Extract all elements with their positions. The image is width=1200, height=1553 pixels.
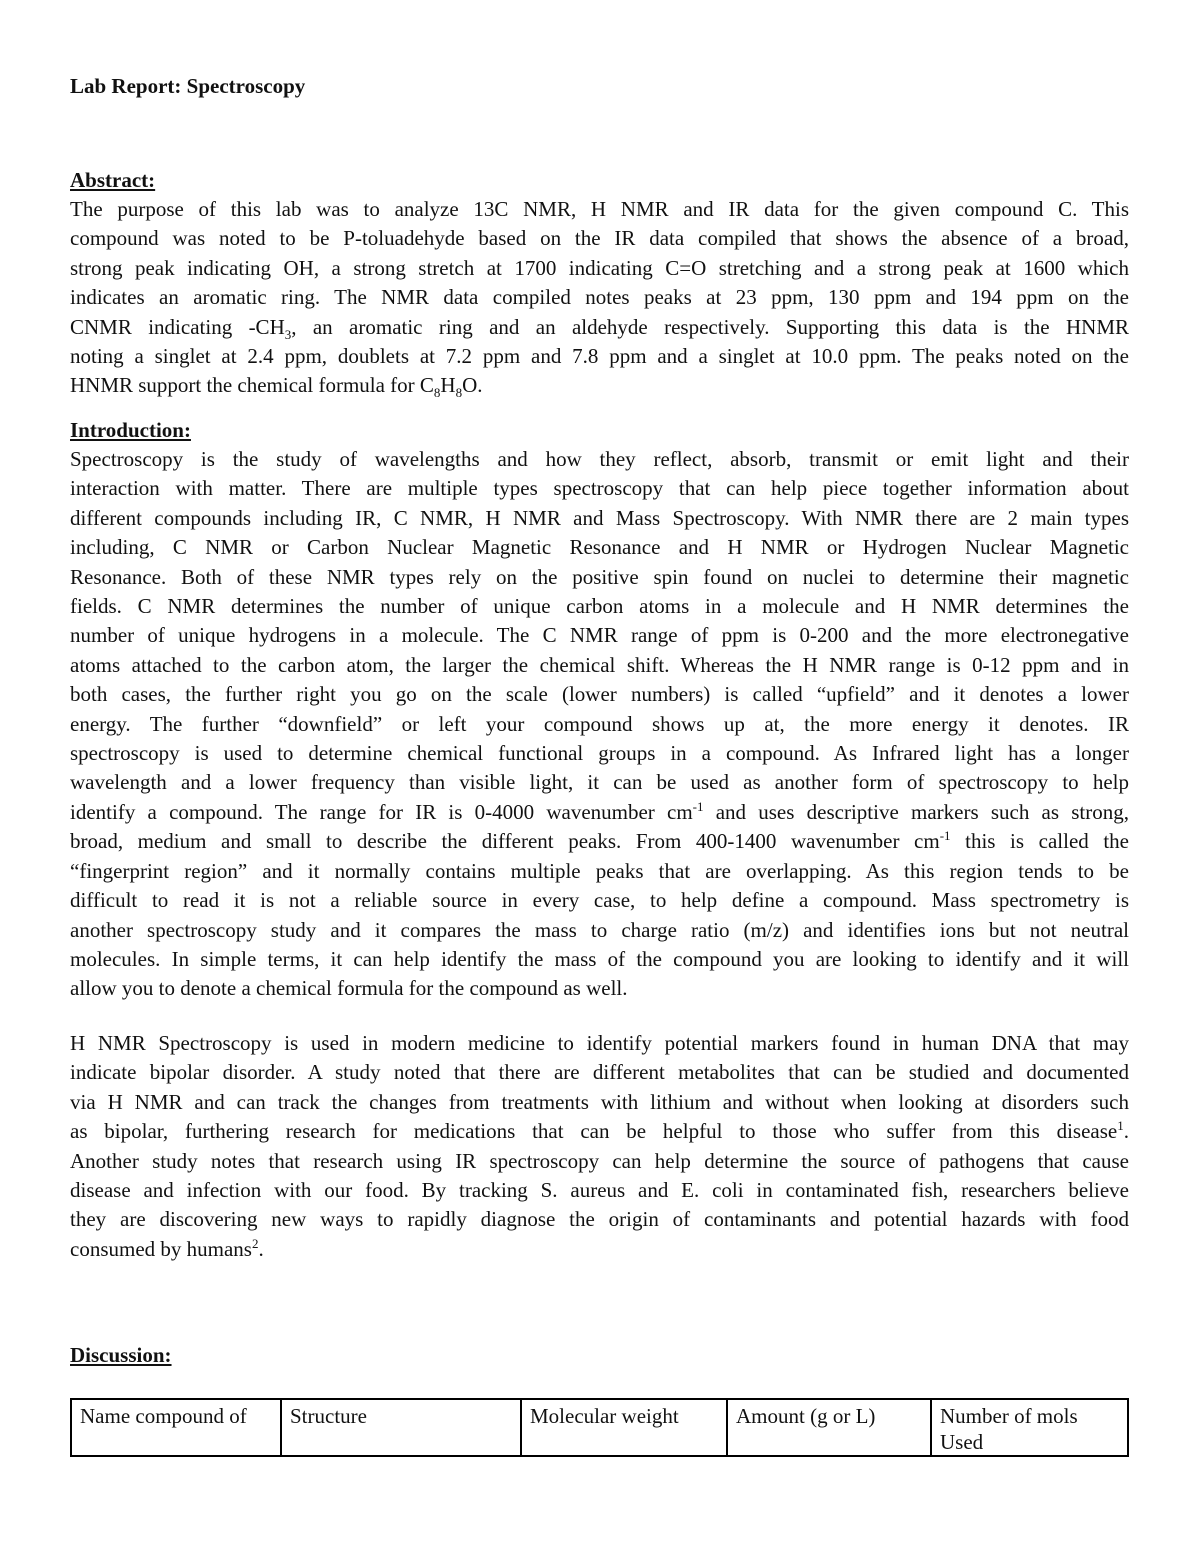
medicine-paragraph	[70, 1029, 1129, 1264]
table-header-cell: Molecular weight	[521, 1399, 727, 1456]
introduction-line: energy. The further “downfield” or left your compound shows up at, the more energy it denotes. IR	[70, 711, 1129, 736]
medicine-line: via H NMR and can track the changes from treatments with lithium and without when looking at disorders such	[70, 1089, 1129, 1114]
introduction-line: both cases, the further right you go on the scale (lower numbers) is called “upfield” and it denotes a lower	[70, 682, 1129, 707]
abstract-heading: Abstract:	[70, 168, 156, 192]
introduction-line: Resonance. Both of these NMR types rely on the positive spin found on nuclei to determine their magnetic	[70, 564, 1129, 589]
abstract-paragraph	[70, 195, 1129, 401]
medicine-line: they are discovering new ways to rapidly diagnose the origin of contaminants and potential hazards with food	[70, 1207, 1129, 1232]
medicine-line: indicate bipolar disorder. A study noted that there are different metabolites that can be studied and documented	[70, 1060, 1129, 1085]
medicine-line: Another study notes that research using IR spectroscopy can help determine the source of pathogens that cause	[70, 1148, 1129, 1173]
table-header-row	[71, 1399, 1128, 1456]
abstract-line: strong peak indicating OH, a strong stretch at 1700 indicating C=O stretching and a strong peak at 1600 which	[70, 255, 1129, 280]
report-title: Lab Report: Spectroscopy	[70, 74, 306, 98]
introduction-line: interaction with matter. There are multiple types spectroscopy that can help piece together information about	[70, 476, 1129, 501]
introduction-line: spectroscopy is used to determine chemical functional groups in a compound. As Infrared light has a longer	[70, 741, 1129, 766]
abstract-line: HNMR support the chemical formula for $C_8H_8O$.	[70, 373, 483, 401]
abstract-line: noting a singlet at 2.4 ppm, doublets at 7.2 ppm and 7.8 ppm and a singlet at 10.0 ppm. The peaks noted on the	[70, 344, 1129, 369]
introduction-line: another spectroscopy study and it compares the mass to charge ratio (m/z) and identifies ions but not neutral	[70, 917, 1129, 942]
introduction-line: fields. C NMR determines the number of unique carbon atoms in a molecule and H NMR determines the	[70, 594, 1129, 619]
reference-marker: 1	[1117, 1118, 1124, 1134]
introduction-line: including, C NMR or Carbon Nuclear Magnetic Resonance and H NMR or Hydrogen Nuclear Magnetic	[70, 535, 1129, 560]
introduction-line: difficult to read it is not a reliable source in every case, to help define a compound. Mass spectrometry is	[70, 888, 1129, 913]
abstract-line: compound was noted to be P-toluadehyde based on the IR data compiled that shows the absence of a broad,	[70, 226, 1129, 251]
abstract-line: The purpose of this lab was to analyze 13C NMR, H NMR and IR data for the given compound C. This	[70, 197, 1129, 221]
introduction-line: number of unique hydrogens in a molecule. The C NMR range of ppm is 0-200 and the more electronegative	[70, 623, 1129, 648]
introduction-paragraph	[70, 445, 1129, 1004]
introduction-line: Spectroscopy is the study of wavelengths and how they reflect, absorb, transmit or emit light and their	[70, 447, 1129, 471]
discussion-heading: Discussion:	[70, 1343, 172, 1367]
abstract-line: indicates an aromatic ring. The NMR data compiled notes peaks at 23 ppm, 130 ppm and 194 ppm on the	[70, 285, 1129, 310]
introduction-line: identify a compound. The range for IR is 0-4000 wavenumber $cm^{-1}$ and uses descriptive markers such as strong,	[70, 798, 1129, 824]
introduction-line: molecules. In simple terms, it can help identify the mass of the compound you are looking to identify and it will	[70, 946, 1129, 971]
medicine-line: H NMR Spectroscopy is used in modern medicine to identify potential markers found in human DNA that may	[70, 1031, 1129, 1055]
introduction-line: broad, medium and small to describe the different peaks. From 400-1400 wavenumber $cm^{-1}$ this is called the	[70, 828, 1129, 854]
table-header-cell: Number of mols Used	[931, 1399, 1128, 1456]
table-header-cell: Amount (g or L)	[727, 1399, 931, 1456]
introduction-line: different compounds including IR, C NMR, H NMR and Mass Spectroscopy. With NMR there are 2 main types	[70, 505, 1129, 530]
medicine-line: as bipolar, furthering research for medications that can be helpful to those who suffer from this disease$^1$.	[70, 1118, 1129, 1144]
introduction-line: atoms attached to the carbon atom, the larger the chemical shift. Whereas the H NMR range is 0-12 ppm and in	[70, 652, 1129, 677]
table-header-cell: Structure	[281, 1399, 521, 1456]
introduction-line: wavelength and a lower frequency than visible light, it can be used as another form of spectroscopy to help	[70, 770, 1129, 795]
reference-marker: 2	[251, 1235, 259, 1251]
discussion-table	[70, 1398, 1129, 1457]
medicine-line: consumed by humans$^2$.	[70, 1235, 264, 1261]
abstract-line: CNMR indicating $-CH_3$, an aromatic ring and an aldehyde respectively. Supporting this data is the HNMR	[70, 314, 1129, 342]
introduction-line: allow you to denote a chemical formula for the compound as well.	[70, 976, 628, 1001]
introduction-heading: Introduction:	[70, 418, 191, 442]
introduction-line: “fingerprint region” and it normally contains multiple peaks that are overlapping. As this region tends to be	[70, 858, 1129, 883]
table-header-cell: Name compound of	[71, 1399, 281, 1456]
medicine-line: disease and infection with our food. By tracking S. aureus and E. coli in contaminated fish, researchers believe	[70, 1178, 1129, 1203]
